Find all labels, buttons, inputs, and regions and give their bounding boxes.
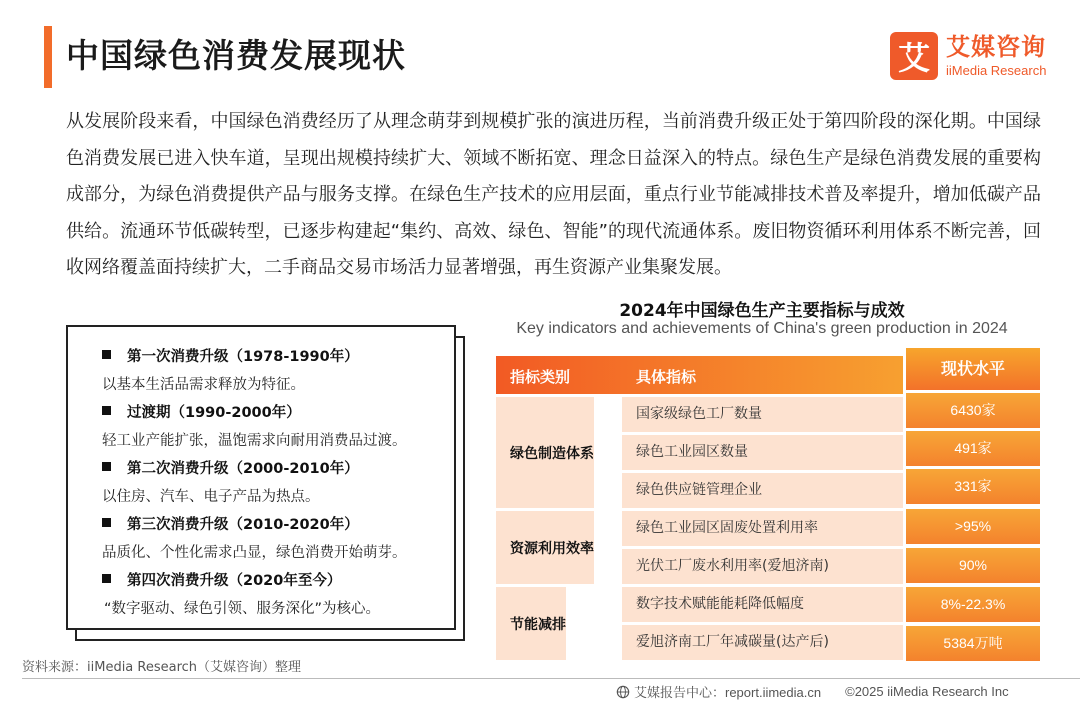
- brand-logo: [890, 32, 1046, 80]
- indicator-cell: 光伏工厂废水利用率(爱旭济南): [622, 549, 903, 584]
- value-cell: 491家: [906, 431, 1040, 466]
- footer-divider: [22, 678, 1080, 679]
- copyright: ©2025 iiMedia Research Inc: [845, 684, 1009, 699]
- value-cell: 5384万吨: [906, 626, 1040, 661]
- logo-mark: 艾: [890, 32, 938, 80]
- logo-name-cn: 艾媒咨询: [946, 33, 1046, 61]
- indicator-cell: 绿色工业园区固废处置利用率: [622, 511, 903, 546]
- stage-heading: 过渡期（1990-2000年）: [102, 399, 454, 427]
- header-status: 现状水平: [906, 348, 1040, 390]
- table-subtitle: Key indicators and achievements of China's green production in 2024: [516, 320, 1008, 337]
- consumption-stages-box: [66, 325, 456, 630]
- globe-icon: [616, 685, 630, 699]
- group-cell: 节能减排: [496, 587, 566, 660]
- title-accent-bar: [44, 26, 52, 88]
- logo-name-en: iiMedia Research: [946, 63, 1047, 78]
- bullet-square-icon: [102, 406, 111, 415]
- group-cell: 绿色制造体系: [496, 397, 594, 508]
- page-title: 中国绿色消费发展现状: [66, 36, 406, 75]
- stage-description: 以住房、汽车、电子产品为热点。: [102, 489, 320, 505]
- table-header: [496, 356, 903, 394]
- table-title: 2024年中国绿色生产主要指标与成效: [619, 301, 905, 321]
- stage-heading: 第三次消费升级（2010-2020年）: [102, 511, 454, 539]
- bullet-square-icon: [102, 462, 111, 471]
- group-cell: 资源利用效率: [496, 511, 594, 584]
- value-cell: 90%: [906, 548, 1040, 583]
- indicator-cell: 绿色工业园区数量: [622, 435, 903, 470]
- indicator-cell: 爱旭济南工厂年减碳量(达产后): [622, 625, 903, 660]
- header-category: 指标类别: [510, 368, 571, 386]
- header-indicator: 具体指标: [636, 368, 697, 386]
- stage-heading: 第二次消费升级（2000-2010年）: [102, 455, 454, 483]
- stage-description: 轻工业产能扩张，温饱需求向耐用消费品过渡。: [102, 433, 407, 449]
- indicator-cell: 国家级绿色工厂数量: [622, 397, 903, 432]
- footer: [616, 682, 1009, 701]
- value-cell: 8%-22.3%: [906, 587, 1040, 622]
- stage-description: 以基本生活品需求释放为特征。: [102, 377, 305, 393]
- stage-heading: 第四次消费升级（2020年至今）: [102, 567, 454, 595]
- stage-description: 品质化、个性化需求凸显，绿色消费开始萌芽。: [102, 545, 407, 561]
- indicator-cell: 绿色供应链管理企业: [622, 473, 903, 508]
- report-center-link[interactable]: 艾媒报告中心：report.iimedia.cn: [634, 685, 822, 700]
- value-cell: 331家: [906, 469, 1040, 504]
- source-note: 资料来源：iiMedia Research（艾媒咨询）整理: [22, 660, 302, 675]
- stage-description: “数字驱动、绿色引领、服务深化”为核心。: [104, 601, 381, 617]
- bullet-square-icon: [102, 574, 111, 583]
- stage-heading: 第一次消费升级（1978-1990年）: [102, 343, 454, 371]
- intro-paragraph: 从发展阶段来看，中国绿色消费经历了从理念萌芽到规模扩张的演进历程，当前消费升级正处于第四阶段的深化期。中国绿色消费发展已进入快车道，呈现出规模持续扩大、领域不断拓宽、理念日益深入的特点。绿色生产是绿色消费发展的重要构成部分，为绿色消费提供产品与服务支撑。在绿色生产技术的应用层面，重点行业节能减排技术普及率提升，增加低碳产品供给。流通环节低碳转型，已逐步构建起“集约、高效、绿色、智能”的现代流通体系。废旧物资循环利用体系不断完善，回收网络覆盖面持续扩大，二手商品交易市场活力显著增强，再生资源产业集聚发展。: [66, 111, 1041, 278]
- bullet-square-icon: [102, 518, 111, 527]
- bullet-square-icon: [102, 350, 111, 359]
- value-cell: 6430家: [906, 393, 1040, 428]
- value-cell: >95%: [906, 509, 1040, 544]
- indicator-cell: 数字技术赋能能耗降低幅度: [622, 587, 903, 622]
- logo-text: [946, 35, 1046, 77]
